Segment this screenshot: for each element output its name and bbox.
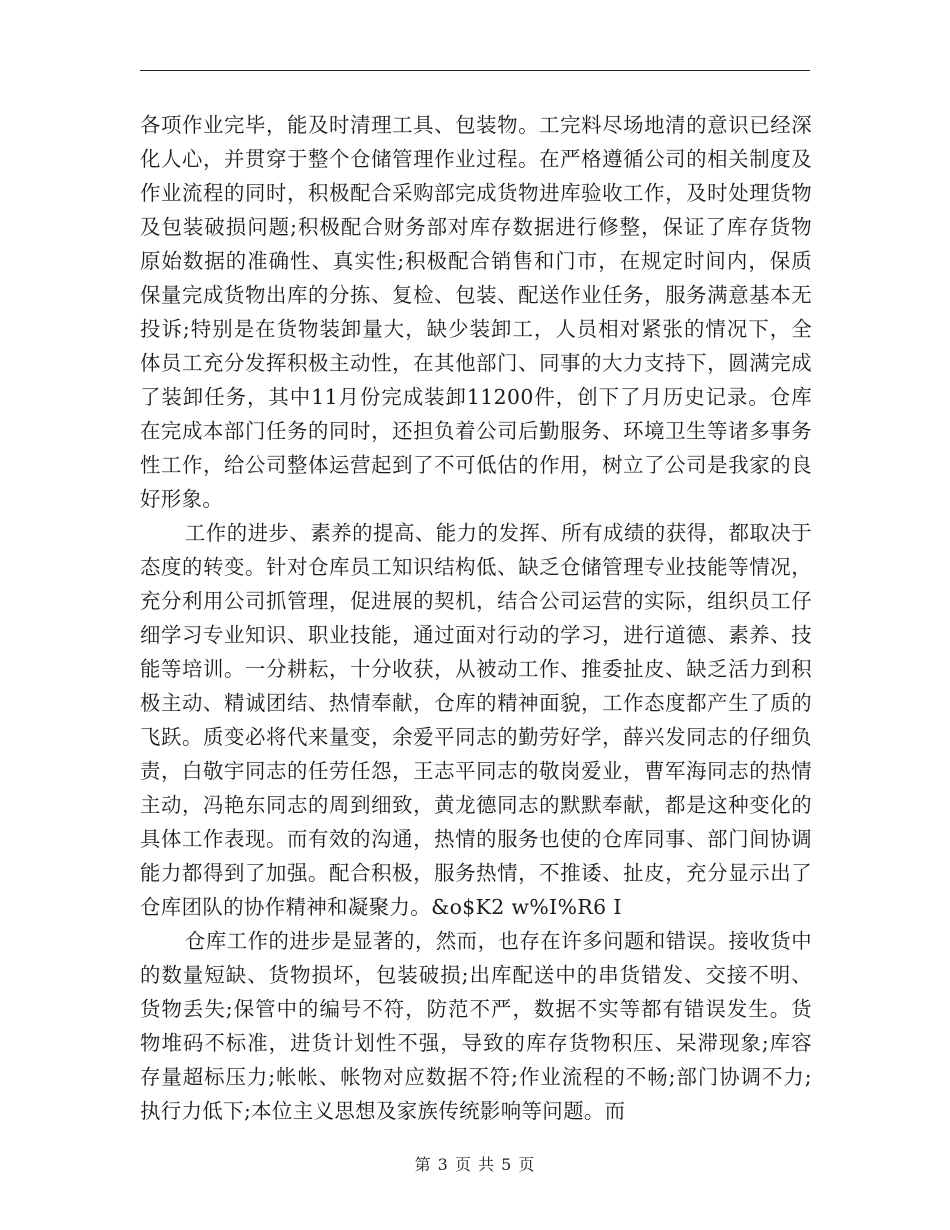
- paragraph-1: 各项作业完毕，能及时清理工具、包装物。工完料尽场地清的意识已经深化人心，并贯穿于整个仓储管理作业过程。在严格遵循公司的相关制度及作业流程的同时，积极配合采购部完成货物进库验收工作，及时处理货物及包装破损问题;积极配合财务部对库存数据进行修整，保证了库存货物原始数据的准确性、真实性;积极配合销售和门市，在规定时间内，保质保量完成货物出库的分拣、复检、包装、配送作业任务，服务满意基本无投诉;特别是在货物装卸量大，缺少装卸工，人员相对紧张的情况下，全体员工充分发挥积极主动性，在其他部门、同事的大力支持下，圆满完成了装卸任务，其中11月份完成装卸11200件，创下了月历史记录。仓库在完成本部门任务的同时，还担负着公司后勤服务、环境卫生等诸多事务性工作，给公司整体运营起到了不可低估的作用，树立了公司是我家的良好形象。: [140, 113, 812, 511]
- page-number: 第 3 页 共 5 页: [414, 1155, 536, 1174]
- document-body: [140, 108, 812, 1128]
- header-rule: [140, 70, 810, 71]
- paragraph-2: 工作的进步、素养的提高、能力的发挥、所有成绩的获得，都取决于态度的转变。针对仓库员工知识结构低、缺乏仓储管理专业技能等情况，充分利用公司抓管理，促进展的契机，结合公司运营的实际，组织员工仔细学习专业知识、职业技能，通过面对行动的学习，进行道德、素养、技能等培训。一分耕耘，十分收获，从被动工作、推委扯皮、缺乏活力到积极主动、精诚团结、热情奉献，仓库的精神面貌，工作态度都产生了质的飞跃。质变必将代来量变，余爱平同志的勤劳好学，薛兴发同志的仔细负责，白敬宇同志的任劳任怨，王志平同志的敬岗爱业，曹军海同志的热情主动，冯艳东同志的周到细致，黄龙德同志的默默奉献，都是这种变化的具体工作表现。而有效的沟通，热情的服务也使的仓库同事、部门间协调能力都得到了加强。配合积极，服务热情，不推诿、扯皮，充分显示出了仓库团队的协作精神和凝聚力。&o$K2 w%I%R6 I: [140, 521, 812, 919]
- paragraph-3: 仓库工作的进步是显著的，然而，也存在许多问题和错误。接收货中的数量短缺、货物损坏，包装破损;出库配送中的串货错发、交接不明、货物丢失;保管中的编号不符，防范不严，数据不实等都有错误发生。货物堆码不标准，进货计划性不强，导致的库存货物积压、呆滞现象;库容存量超标压力;帐帐、帐物对应数据不符;作业流程的不畅;部门协调不力;执行力低下;本位主义思想及家族传统影响等问题。而: [140, 929, 812, 1123]
